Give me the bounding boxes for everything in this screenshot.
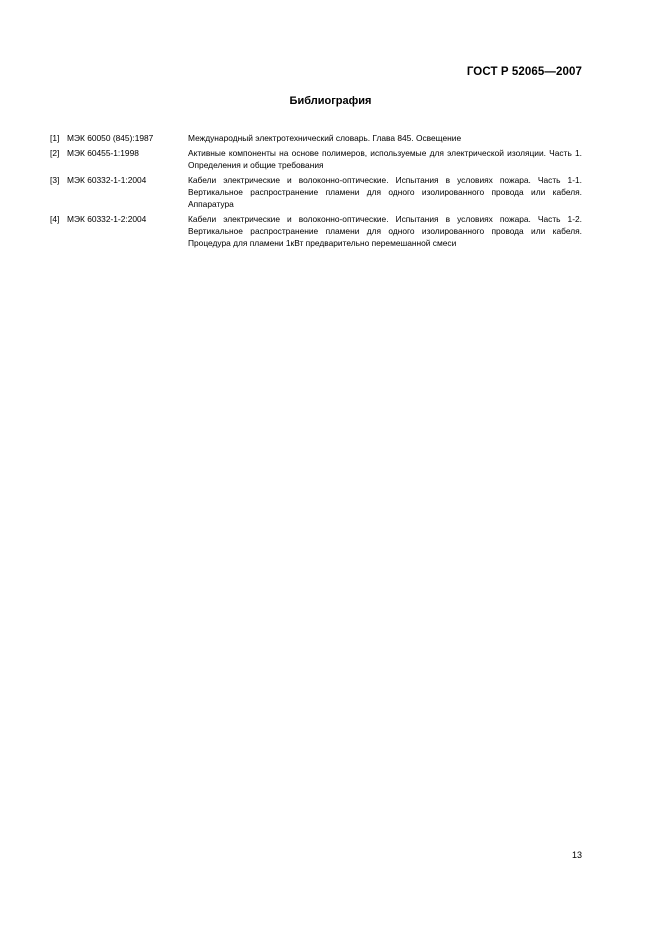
entry-reference: МЭК 60050 (845):1987 bbox=[67, 133, 154, 143]
section-title: Библиография bbox=[289, 95, 372, 107]
entry-number: [4] bbox=[50, 213, 60, 224]
entry-number: [1] bbox=[50, 133, 60, 143]
entry-number: [3] bbox=[50, 175, 60, 186]
entry-title: Активные компоненты на основе полимеров, используемые для электрической изоляции. Часть 1. Определения и общие требования bbox=[188, 148, 582, 170]
entry-title: Кабели электрические и волоконно-оптические. Испытания в условиях пожара. Часть 1-2. Вертикальное распространение пламени для одного изолированного провода или кабеля. Процедура для пламени 1кВт предварительно перемешанной смеси bbox=[188, 213, 582, 248]
bibliography-entry-2 bbox=[50, 148, 582, 172]
entry-reference: МЭК 60332-1-2:2004 bbox=[67, 213, 147, 224]
bibliography-entry-3 bbox=[50, 175, 582, 210]
bibliography-entry-1 bbox=[50, 133, 582, 145]
document-code: ГОСТ Р 52065—2007 bbox=[466, 66, 582, 78]
entry-reference: МЭК 60332-1-1:2004 bbox=[67, 175, 147, 186]
bibliography-entry-4 bbox=[50, 214, 582, 249]
entry-reference: МЭК 60455-1:1998 bbox=[67, 148, 139, 159]
bibliography-list bbox=[50, 133, 582, 253]
entry-title: Международный электротехнический словарь. Глава 845. Освещение bbox=[188, 133, 462, 143]
entry-number: [2] bbox=[50, 148, 60, 159]
page-number: 13 bbox=[571, 850, 582, 860]
entry-title: Кабели электрические и волоконно-оптические. Испытания в условиях пожара. Часть 1-1. Вертикальное распространение пламени для одного изолированного провода или кабеля. Аппаратура bbox=[188, 175, 582, 209]
